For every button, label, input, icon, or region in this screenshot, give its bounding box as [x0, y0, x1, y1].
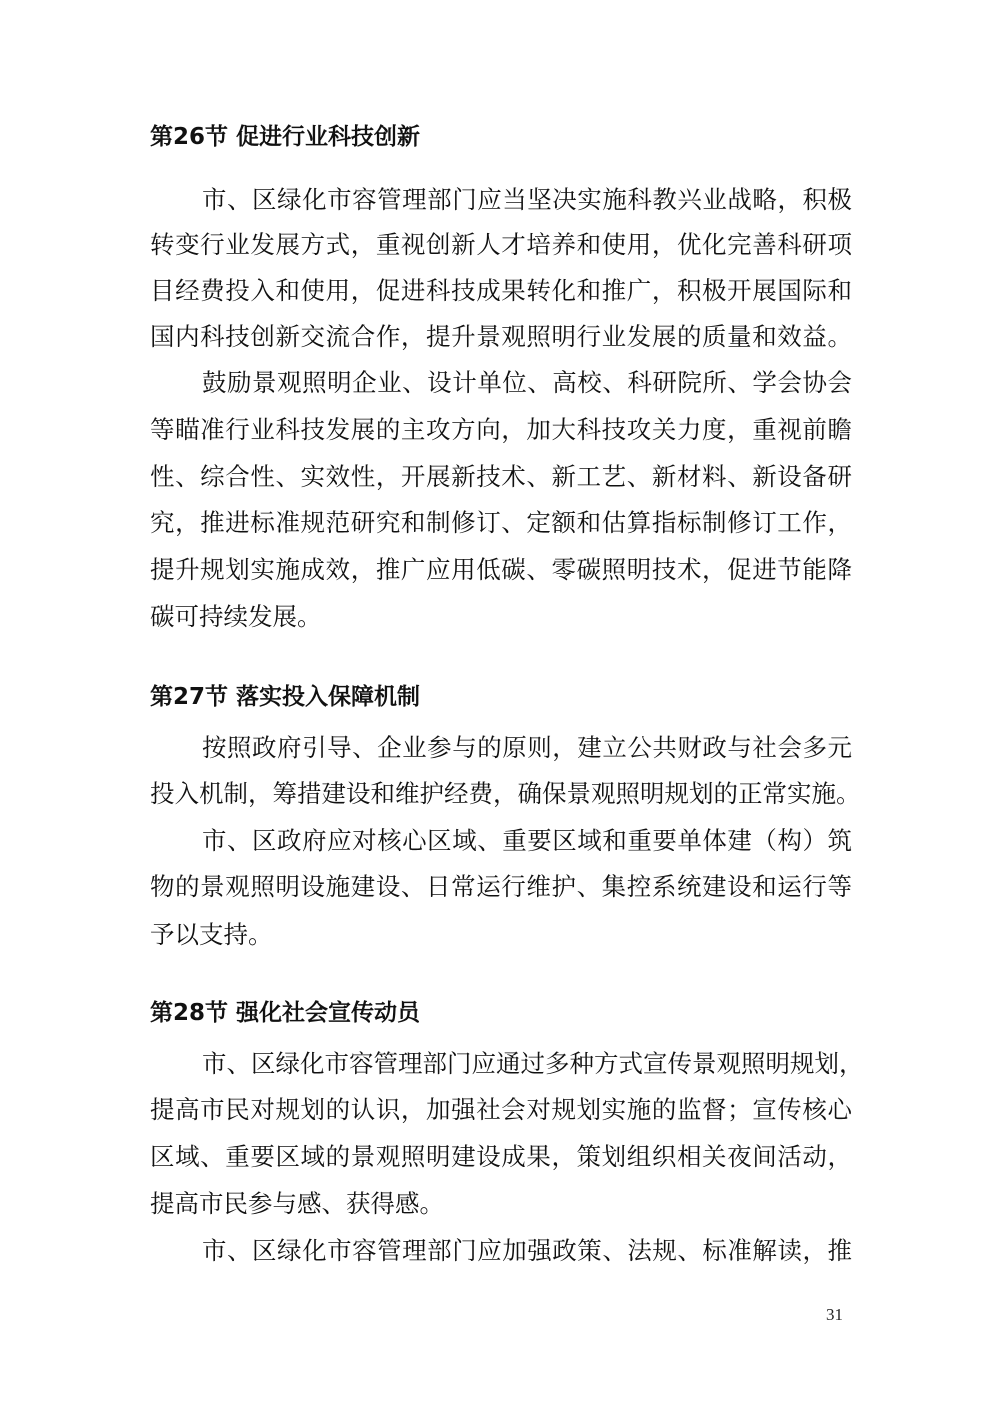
- paragraph-line: 提高市民参与感、获得感。: [150, 1189, 444, 1218]
- paragraph-line: 物的景观照明设施建设、日常运行维护、集控系统建设和运行等: [150, 872, 852, 901]
- paragraph-line: 市、区绿化市容管理部门应当坚决实施科教兴业战略，积极: [202, 185, 852, 214]
- section-26-heading: 第26节 促进行业科技创新: [150, 124, 421, 150]
- paragraph-line: 区域、重要区域的景观照明建设成果，策划组织相关夜间活动，: [150, 1142, 852, 1171]
- paragraph-line: 性、综合性、实效性，开展新技术、新工艺、新材料、新设备研: [150, 462, 852, 491]
- paragraph-line: 市、区绿化市容管理部门应加强政策、法规、标准解读，推: [202, 1236, 852, 1265]
- paragraph-line: 国内科技创新交流合作，提升景观照明行业发展的质量和效益。: [150, 322, 852, 351]
- paragraph-line: 按照政府引导、企业参与的原则，建立公共财政与社会多元: [202, 733, 852, 762]
- paragraph-line: 鼓励景观照明企业、设计单位、高校、科研院所、学会协会: [202, 368, 852, 397]
- paragraph-line: 转变行业发展方式，重视创新人才培养和使用，优化完善科研项: [150, 230, 852, 259]
- paragraph-line: 予以支持。: [150, 920, 273, 949]
- paragraph-line: 提升规划实施成效，推广应用低碳、零碳照明技术，促进节能降: [150, 555, 852, 584]
- paragraph-line: 目经费投入和使用，促进科技成果转化和推广，积极开展国际和: [150, 276, 852, 305]
- paragraph-line: 碳可持续发展。: [150, 602, 322, 631]
- page-number: 31: [826, 1305, 843, 1324]
- paragraph-line: 市、区绿化市容管理部门应通过多种方式宣传景观照明规划，: [202, 1049, 864, 1078]
- paragraph-line: 投入机制，筹措建设和维护经费，确保景观照明规划的正常实施。: [150, 779, 861, 808]
- section-27-heading: 第27节 落实投入保障机制: [150, 684, 421, 710]
- paragraph-line: 等瞄准行业科技发展的主攻方向，加大科技攻关力度，重视前瞻: [150, 415, 852, 444]
- paragraph-line: 提高市民对规划的认识，加强社会对规划实施的监督；宣传核心: [150, 1095, 852, 1124]
- paragraph-line: 究，推进标准规范研究和制修订、定额和估算指标制修订工作，: [150, 508, 852, 537]
- paragraph-line: 市、区政府应对核心区域、重要区域和重要单体建（构）筑: [202, 826, 852, 855]
- section-28-heading: 第28节 强化社会宣传动员: [150, 1000, 421, 1026]
